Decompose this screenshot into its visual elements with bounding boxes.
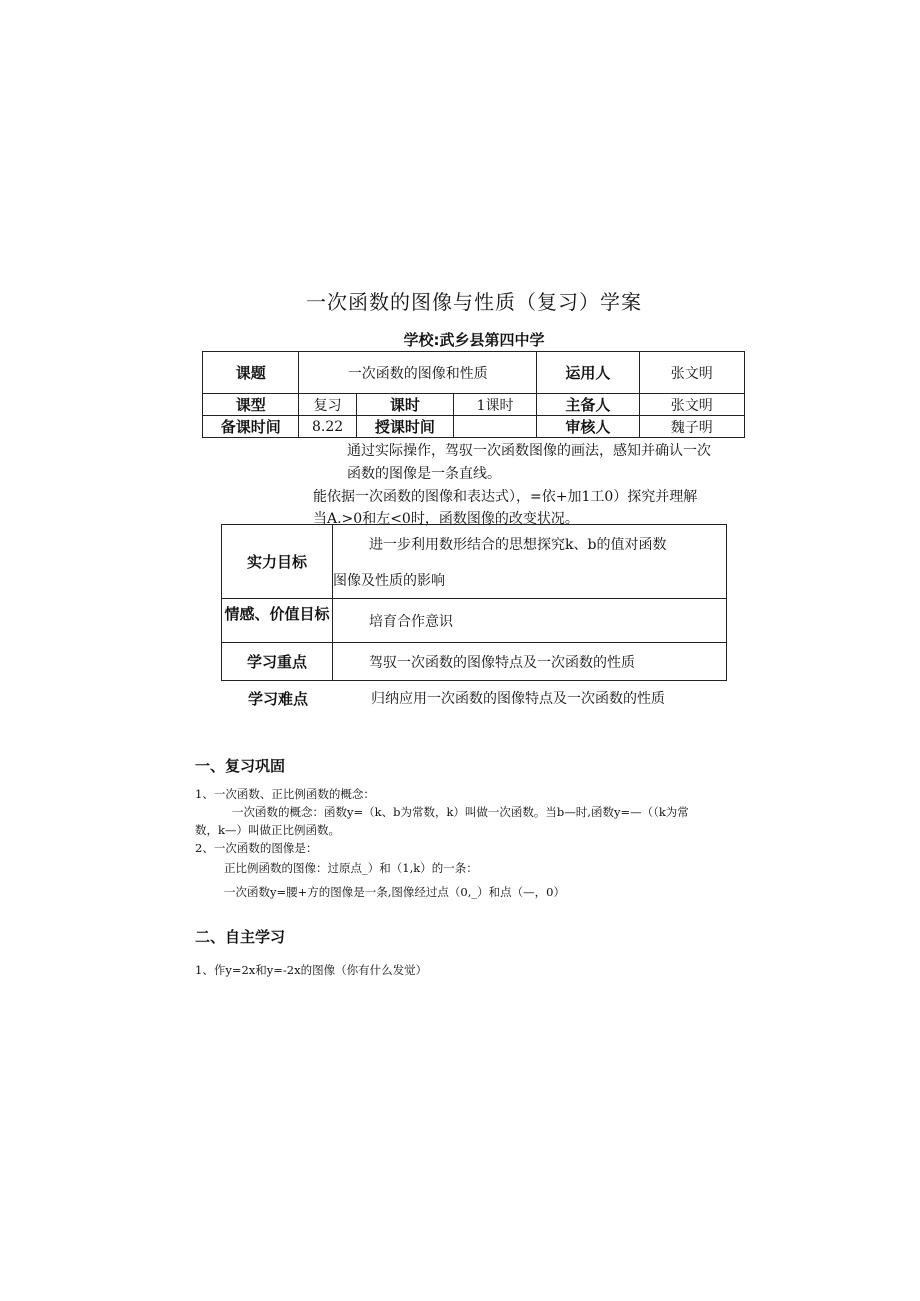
section-1-question-2: 2、一次函数的图像是： [195, 841, 318, 855]
teach-time-value [453, 416, 536, 438]
topic-label: 课题 [203, 352, 299, 394]
difficulty-value: 归纳应用一次函数的图像特点及一次函数的性质 [371, 691, 665, 707]
emotion-goal-value: 培育合作意识 [333, 599, 727, 643]
hours-value: 1课时 [453, 394, 536, 416]
goal-text-line-2: 函数的图像是一条直线。 [347, 466, 501, 482]
emotion-goal-label: 情感、价值目标 [222, 599, 333, 643]
section-1-question-2-line-1: 正比例函数的图像：过原点_）和（1,k）的一条： [224, 861, 478, 875]
goal-text-line-1: 通过实际操作，驾驭一次函数图像的画法，感知并确认一次 [347, 443, 711, 459]
section-1-question-1-line-2: 数，k—）叫做正比例函数。 [195, 823, 340, 837]
section-2-question-1: 1、作y=2x和y=-2x的图像（你有什么发觉） [195, 963, 428, 977]
user-label: 运用人 [537, 352, 639, 394]
prep-time-label: 备课时间 [203, 416, 299, 438]
page-title: 一次函数的图像与性质（复习）学案 [306, 290, 642, 314]
ability-goal-line-1: 进一步利用数形结合的思想探究k、b的值对函数 [369, 536, 667, 553]
section-1-question-1-line-1: 一次函数的概念：函数y=（k、b为常数，k）叫做一次函数。当b—时,函数y=—（（k为常 [232, 805, 689, 819]
goal-text-line-4: 当A.>0和左<0时，函数图像的改变状况。 [313, 511, 579, 527]
type-value: 复习 [299, 394, 356, 416]
section-1-question-2-line-2: 一次函数y=腰+方的图像是一条,图像经过点（0,_）和点（—，0） [224, 885, 565, 899]
user-value: 张文明 [639, 352, 744, 394]
focus-value: 驾驭一次函数的图像特点及一次函数的性质 [333, 643, 727, 681]
preparer-value: 张文明 [639, 394, 744, 416]
type-label: 课型 [203, 394, 299, 416]
ability-goal-value [333, 525, 727, 599]
section-1-heading: 一、复习巩固 [195, 757, 286, 775]
reviewer-value: 魏子明 [639, 416, 744, 438]
topic-value: 一次函数的图像和性质 [299, 352, 537, 394]
section-2-heading: 二、自主学习 [195, 928, 286, 946]
ability-goal-line-2: 图像及性质的影响 [333, 572, 445, 589]
school-name: 学校:武乡县第四中学 [403, 331, 545, 349]
hours-label: 课时 [356, 394, 453, 416]
goal-text-line-3: 能依据一次函数的图像和表达式），=依+加1工0）探究并理解 [313, 489, 698, 505]
focus-label: 学习重点 [222, 643, 333, 681]
ability-goal-label: 实力目标 [222, 525, 333, 599]
prep-time-value: 8.22 [299, 416, 356, 438]
teach-time-label: 授课时间 [356, 416, 453, 438]
preparer-label: 主备人 [537, 394, 639, 416]
goals-table [221, 524, 727, 681]
reviewer-label: 审核人 [537, 416, 639, 438]
info-table [202, 351, 745, 438]
difficulty-label: 学习难点 [248, 690, 309, 708]
section-1-question-1: 1、一次函数、正比例函数的概念： [195, 787, 375, 801]
